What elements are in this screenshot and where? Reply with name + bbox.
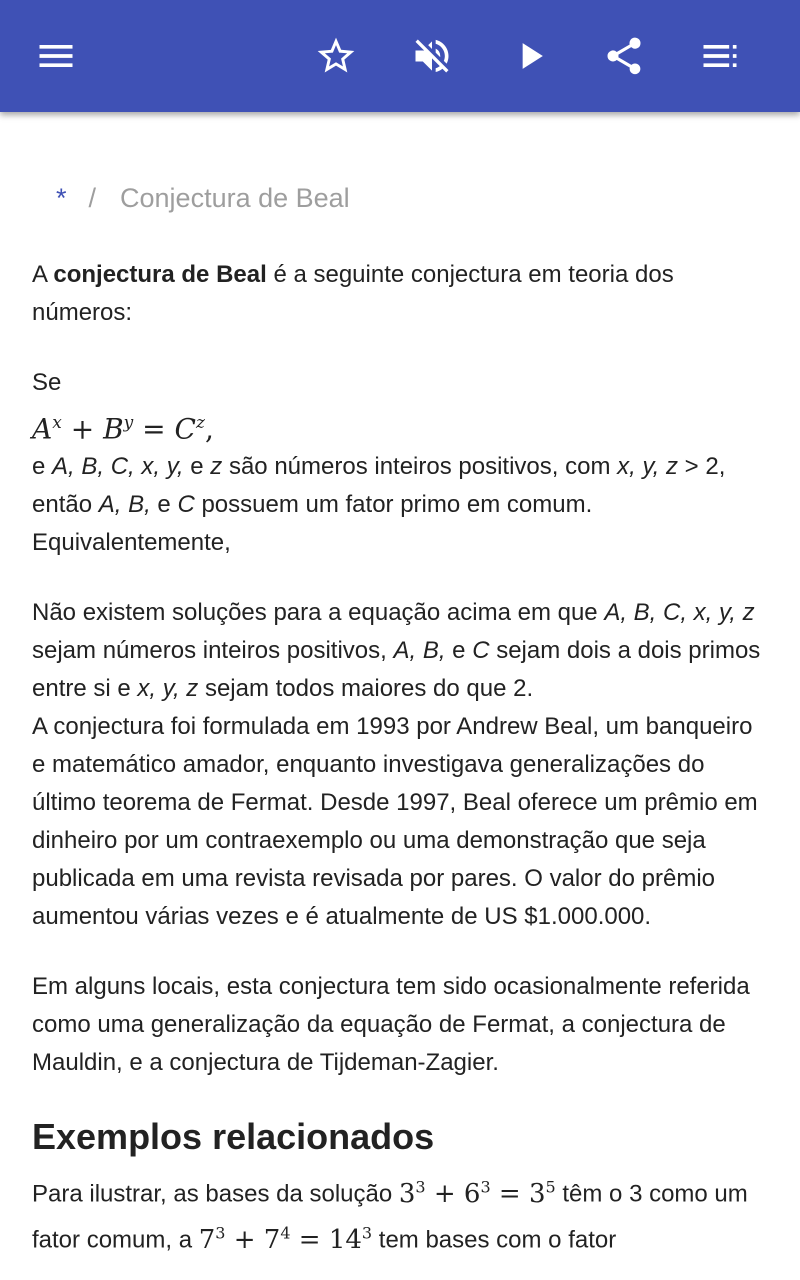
star-outline-icon	[314, 34, 358, 78]
article-content	[32, 160, 772, 1260]
breadcrumb-root-link[interactable]: *	[56, 183, 67, 213]
breadcrumb-current: Conjectura de Beal	[120, 183, 350, 213]
list-icon	[698, 34, 742, 78]
share-icon	[602, 34, 646, 78]
section-heading: Exemplos relacionados	[32, 1116, 435, 1158]
equivalent-statement: Não existem soluções para a equação acima em que A, B, C, x, y, z sejam números inteiros positivos, A, B, e C sejam dois a dois primos entre si e x, y, z sejam todos maiores do que 2.	[32, 599, 761, 703]
play-button[interactable]	[502, 28, 558, 84]
app-toolbar	[0, 0, 800, 112]
beal-formula: $A^x + B^y = C^z$,	[32, 412, 214, 446]
math-example-2: $7^3 + 7^4 = 14^3$	[198, 1222, 373, 1255]
share-button[interactable]	[596, 28, 652, 84]
intro-paragraph	[32, 240, 772, 332]
play-icon	[508, 34, 552, 78]
volume-off-icon	[410, 34, 454, 78]
intro-text: A	[32, 261, 54, 288]
conjecture-statement: e A, B, C, x, y, e z são números inteiros positivos, com x, y, z > 2, então A, B, e C possuem um fator primo em comum. Equivalentemente,	[32, 453, 726, 557]
math-example-1: $3^3 + 6^3 = 3^5$	[398, 1177, 556, 1209]
names-paragraph: Em alguns locais, esta conjectura tem sido ocasionalmente referida como uma generalização da equação de Fermat, a conjectura de Mauldin, e a conjectura de Tijdeman-Zagier.	[32, 973, 750, 1077]
mute-button[interactable]	[404, 28, 460, 84]
history-paragraph: A conjectura foi formulada em 1993 por Andrew Beal, um banqueiro e matemático amador, enquanto investigava generalizações do último teorema de Fermat. Desde 1997, Beal oferece um prêmio em dinheiro por um contraexemplo ou uma demonstração que seja publicada em uma revista revisada por pares. O valor do prêmio aumentou várias vezes e é atualmente de US $1.000.000.	[32, 713, 758, 931]
contents-button[interactable]	[692, 28, 748, 84]
menu-button[interactable]	[28, 28, 84, 84]
examples-paragraph: Para ilustrar, as bases da solução $3^3 + 6^3 = 3^5$ têm o 3 como um fator comum, a $7^3 + 7^4 = 14^3$ tem bases com o fator	[32, 1177, 748, 1255]
menu-icon	[34, 34, 78, 78]
article-term: conjectura de Beal	[53, 261, 267, 288]
conjecture-if: Se	[32, 369, 62, 396]
breadcrumb	[32, 160, 772, 240]
breadcrumb-separator: /	[88, 183, 97, 213]
bookmark-button[interactable]	[308, 28, 364, 84]
intro-text-rest: é a seguinte conjectura em teoria dos números:	[32, 261, 674, 326]
